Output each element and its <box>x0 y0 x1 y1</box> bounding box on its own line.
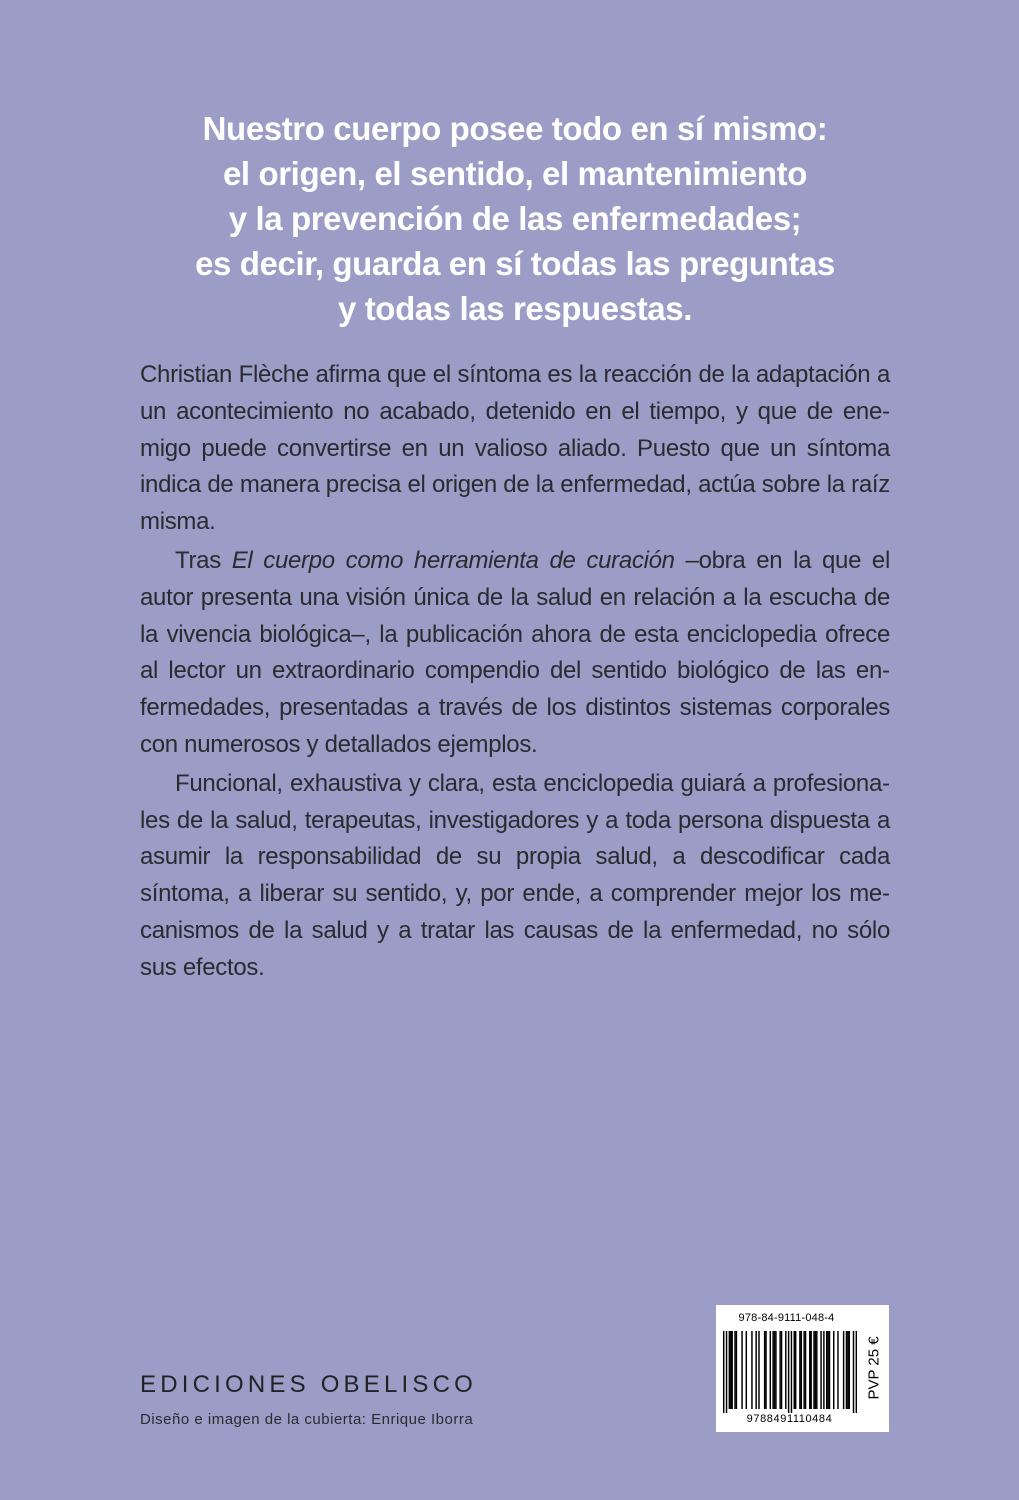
barcode-bar <box>764 1331 765 1409</box>
description-paragraph-1: Christian Flèche afirma que el síntoma es la reacción de la adaptación a un acontecimiento no acabado, detenido en el tiempo, y que de enemigo puede convertirse en un valioso aliado. Puesto que un síntoma indica de manera precisa el origen de la enfermedad, actúa sobre la raíz misma. <box>140 361 890 536</box>
barcode-bar <box>826 1331 827 1409</box>
barcode-bar <box>730 1331 731 1409</box>
barcode-bar <box>741 1331 742 1409</box>
barcode-bar <box>843 1331 844 1409</box>
barcode-bar <box>751 1331 752 1409</box>
cover-design-credit: Diseño e imagen de la cubierta: Enrique Iborra <box>140 1411 474 1428</box>
barcode-bar <box>788 1331 789 1413</box>
barcode-bar <box>803 1331 804 1409</box>
barcode-bar <box>805 1331 806 1409</box>
barcode-bar <box>779 1331 780 1409</box>
barcode-bar <box>846 1331 847 1409</box>
barcode-bar <box>799 1331 800 1409</box>
barcode-bar <box>815 1331 816 1409</box>
barcode-bar <box>823 1331 824 1409</box>
barcode-bar <box>746 1331 747 1409</box>
price-label: PVP 25 € <box>865 1336 883 1400</box>
headline-line: y la prevención de las enfermedades; <box>228 200 802 237</box>
barcode-bar <box>755 1331 756 1409</box>
headline-line: es decir, guarda en sí todas las preguntas <box>195 245 835 282</box>
book-description <box>140 357 890 989</box>
barcode-bar <box>853 1331 854 1413</box>
barcode-bar <box>810 1331 811 1409</box>
barcode-bar <box>734 1331 735 1409</box>
barcode-bar <box>731 1331 732 1409</box>
barcode-bar <box>820 1331 821 1409</box>
barcode-bar <box>837 1331 838 1409</box>
barcode-bar <box>791 1331 792 1413</box>
barcode-bar <box>801 1331 802 1409</box>
barcode-bar <box>833 1331 834 1409</box>
barcode-bar <box>726 1331 727 1413</box>
barcode-bar <box>847 1331 848 1409</box>
barcode-label <box>716 1305 889 1432</box>
referenced-book-title: El cuerpo como herramienta de curación <box>231 546 675 574</box>
paragraph-2-start: Tras <box>175 546 232 574</box>
publisher-name: EDICIONES OBELISCO <box>140 1371 477 1398</box>
description-paragraph-3: Funcional, exhaustiva y clara, esta enciclopedia guiará a profesionales de la salud, terapeutas, investigadores y a toda persona dispuesta a asumir la responsabilidad de su propia salud, a descodificar cada síntoma, a liberar su sentido, y, por ende, a comprender mejor los mecanismos de la salud y a tratar las causas de la enfermedad, no sólo sus efectos. <box>140 769 890 981</box>
isbn-number: 978-84-9111-048-4 <box>738 1312 835 1324</box>
barcode-bar <box>813 1331 814 1409</box>
barcode-bar <box>781 1331 782 1409</box>
description-paragraph-2 <box>140 543 890 764</box>
barcode-bar <box>795 1331 796 1409</box>
headline-line: el origen, el sentido, el mantenimiento <box>222 155 807 192</box>
barcode-bar <box>770 1331 771 1409</box>
paragraph-2-rest: –obra en la que el autor presenta una visión única de la salud en relación a la escucha de la vivencia biológica–, la publicación ahora de esta enciclopedia ofrece al lector un extraordinario compendio del sentido biológico de las enfermedades, presentadas a través de los distintos sistemas corporales con numerosos y detallados ejemplos. <box>140 546 891 758</box>
barcode-bars <box>723 1331 857 1413</box>
headline-line: y todas las respuestas. <box>338 290 692 327</box>
barcode-bar <box>765 1331 766 1409</box>
barcode-bar <box>856 1331 857 1413</box>
barcode-bar <box>809 1331 810 1409</box>
barcode-bar <box>729 1331 730 1409</box>
barcode-bar <box>829 1331 830 1409</box>
barcode-bar <box>816 1331 817 1409</box>
ean-digits: 9788491110484 <box>746 1413 833 1425</box>
barcode-bar <box>827 1331 828 1409</box>
cover-blurb-headline <box>140 106 890 331</box>
barcode-bar <box>785 1331 786 1409</box>
barcode-bar <box>775 1331 776 1409</box>
barcode-bar <box>774 1331 775 1409</box>
barcode-bar <box>723 1331 724 1413</box>
barcode-bar <box>758 1331 759 1409</box>
barcode-bar <box>736 1331 737 1409</box>
headline-line: Nuestro cuerpo posee todo en sí mismo: <box>202 110 828 147</box>
barcode-bar <box>849 1331 850 1409</box>
barcode-bar <box>794 1331 795 1409</box>
barcode-bar <box>772 1331 773 1409</box>
